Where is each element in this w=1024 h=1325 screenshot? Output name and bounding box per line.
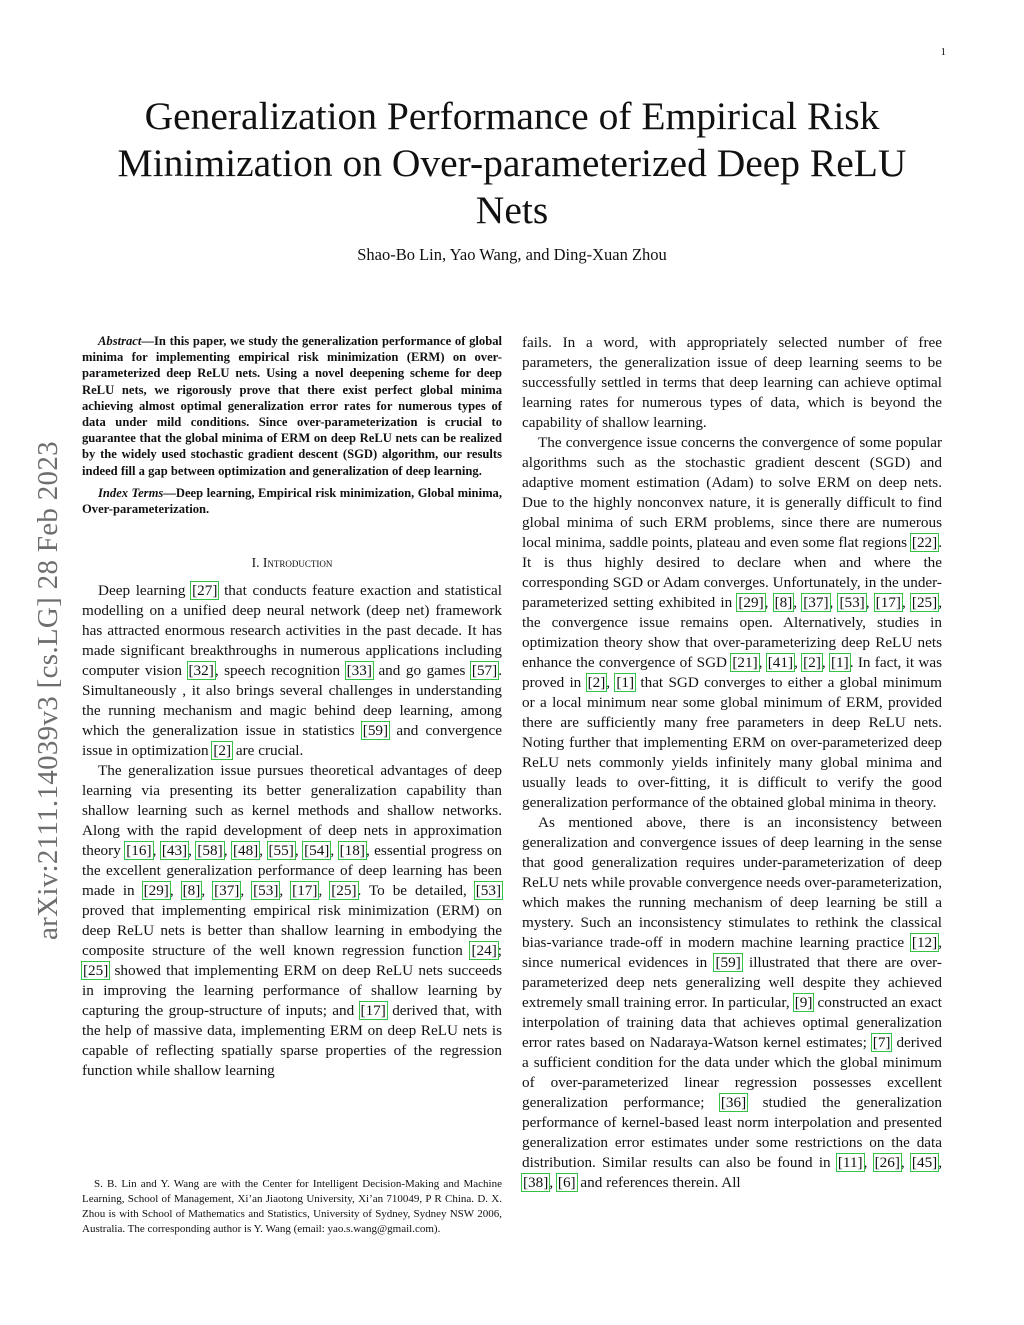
abstract-text: In this paper, we study the generalization performance of global minima for implementing empirical risk minimization (ERM) on over-parameterized deep ReLU nets. Using a novel deepening scheme for deep ReLU nets, we rigorously prove that there exist perfect global minima achieving almost optimal generalization error rates for numerous types of data under mild conditions. Since over-parameterization is crucial to guarantee that the global minima of ERM on deep ReLU nets can be realized by the widely used stochastic gradient descent (SGD) algorithm, our results indeed fill a gap between optimization and generalization of deep learning. [82,334,502,478]
right-body-text [522,333,942,1193]
citation-link[interactable]: [25] [911,594,938,611]
text-run: studied the generalization performance of kernel-based least norm interpolation and presented generalization error estimates under some restrictions on the data distribution. Similar results can also be found in [522,1094,942,1171]
text-run: , [764,594,774,611]
text-run: . It is thus highly desired to declare when and where the corresponding SGD or Adam converges. Unfortunately, in the under-parameterized setting exhibited in [522,534,942,611]
citation-link[interactable]: [55] [268,842,294,860]
citation-link[interactable]: [37] [803,594,829,611]
text-run: are crucial. [232,742,304,760]
text-run: derived that, with the help of massive data, implementing ERM on deep ReLU nets is capable of reflecting spatially sparse properties of the regression function while shallow learning [82,1002,502,1080]
section-heading [82,553,502,573]
paragraph [522,813,942,1193]
abstract: Abstract—In this paper, we study the generalization performance of global minima for implementing empirical risk minimization (ERM) on over-parameterized deep ReLU nets. Using a novel deepening scheme for deep ReLU nets, we rigorously prove that there exist perfect global minima achieving almost optimal generalization error rates for numerous types of data under mild conditions. Since over-parameterization is crucial to guarantee that the global minima of ERM on deep ReLU nets can be realized by the widely used stochastic gradient descent (SGD) algorithm, our results indeed fill a gap between optimization and generalization of deep learning. [82,334,502,478]
text-run: As mentioned above, there is an inconsistency between generalization and convergence issues of deep learning in the sense that good generalization requires under-parameterization of deep ReLU nets while provable convergence needs over-parameterization, which makes the running mechanism of deep learning be still a mystery. Such an inconsistency stimulates to rethink the classical bias-variance trade-off in modern machine learning practice [522,814,942,951]
text-run: , the convergence issue remains open. Alternatively, studies in optimization theory show that over-parameterizing deep ReLU nets enhance the convergence of SGD [522,594,943,671]
citation-link[interactable]: [53] [253,882,279,900]
citation-link[interactable]: [41] [767,654,794,671]
citation-link[interactable]: [32] [188,662,214,680]
citation-link[interactable]: [58] [197,842,223,860]
index-terms: Index Terms—Deep learning, Empirical risk minimization, Global minima, Over-parameterization. [82,485,502,517]
text-run: derived a sufficient condition for the data under which the global minimum of over-parameterized linear regression possesses excellent generalization performance; [522,1034,942,1111]
citation-link[interactable]: [53] [839,594,865,611]
text-run: , [259,842,268,860]
text-run: Deep learning [98,582,192,600]
text-run: , [901,594,911,611]
right-column [522,333,942,1193]
citation-link[interactable]: [22] [911,534,938,551]
text-run: , [294,842,304,860]
citation-link[interactable]: [57] [471,662,498,680]
text-run: . Simultaneously , it also brings several challenges in understanding the running mechanism and magic behind deep learning, among which the generalization issue in statistics [82,662,502,740]
text-run: fails. In a word, with appropriately selected number of free parameters, the generalization issue of deep learning seems to be successfully settled in terms that deep learning can achieve optimal learning rates for numerous types of data, which is beyond the capability of shallow learning. [522,334,942,431]
citation-link[interactable]: [24] [471,942,497,960]
paragraph [82,761,502,1081]
citation-link[interactable]: [21] [732,654,758,671]
text-run: , speech recognition [214,662,346,680]
text-run: , [606,674,616,691]
text-run: , [829,594,839,611]
abstract-label: Abstract [98,334,142,348]
text-run: , essential progress on the excellent generalization performance of deep learning has been made in [82,842,503,900]
citation-link[interactable]: [48] [232,842,259,860]
citation-link[interactable]: [29] [738,594,764,611]
citation-link[interactable]: [59] [362,722,389,740]
text-run: , [900,1154,911,1171]
text-run: , [938,1154,943,1171]
text-run: illustrated that there are over-parameterized deep nets generalizing well despite they achieved extremely small training error. In particular, [522,954,942,1011]
paper-title: Generalization Performance of Empirical Risk Minimization on Over-parameterized Deep ReLU Nets [117,94,907,232]
citation-link[interactable]: [27] [192,582,218,600]
citation-link[interactable]: [6] [557,1174,576,1191]
citation-link[interactable]: [9] [794,994,813,1011]
section-number: I. [251,555,260,571]
citation-link[interactable]: [37] [214,882,240,900]
text-run: , [821,654,830,671]
text-run: . To be detailed, [357,882,475,900]
citation-link[interactable]: [12] [911,934,938,951]
citation-link[interactable]: [53] [475,882,502,900]
text-run: , [279,882,292,900]
text-run: , [330,842,339,860]
paragraph [522,433,942,813]
citation-link[interactable]: [1] [831,654,849,671]
text-run: that SGD converges to either a global minimum or a local minimum near some global minimum of ERM, provided there are sufficiently many free parameters in deep ReLU nets. Noting further that implementing ERM on over-parameterized deep ReLU nets commonly yields infinitely many global minima and usually leads to over-fitting, it is difficult to verify the good generalization performance of the obtained global minima in theory. [522,674,942,811]
citation-link[interactable]: [54] [304,842,330,860]
left-body-text [82,581,502,1081]
citation-link[interactable]: [29] [143,882,169,900]
paper-authors: Shao-Bo Lin, Yao Wang, and Ding-Xuan Zhou [357,245,667,264]
paragraph [522,333,942,433]
index-terms-label: Index Terms [98,485,164,500]
citation-link[interactable]: [59] [715,954,741,971]
text-run: , [223,842,232,860]
left-column [82,333,502,1081]
citation-link[interactable]: [17] [292,882,318,900]
text-run: that conducts feature exaction and statistical modelling on a unified deep neural network (deep net) framework has attracted enormous research activities in the past decade. It has made significant breakthroughs in numerous applications including computer vision [82,582,502,680]
text-run: , [549,1174,557,1191]
citation-link[interactable]: [25] [331,882,357,900]
text-run: , [758,654,767,671]
text-run: constructed an exact interpolation of training data that achieves optimal generalization error rates based on Nadaraya-Watson kernel estimates; [522,994,942,1051]
text-run: , [794,654,803,671]
text-run: , since numerical evidences in [522,934,942,971]
citation-link[interactable]: [26] [874,1154,900,1171]
text-run: , [793,594,803,611]
citation-link[interactable]: [45] [911,1154,938,1171]
citation-link[interactable]: [8] [182,882,201,900]
index-terms-text: Deep learning, Empirical risk minimization, Global minima, Over-parameterization. [82,485,502,517]
text-run: , [152,842,161,860]
text-run: , [865,594,875,611]
citation-link[interactable]: [25] [83,962,109,980]
section-title: Introduction [262,555,333,571]
citation-link[interactable]: [43] [161,842,188,860]
citation-link[interactable]: [7] [872,1034,891,1051]
paragraph [82,581,502,761]
citation-link[interactable]: [36] [720,1094,747,1111]
text-run: and references therein. All [576,1174,741,1191]
text-run: , [318,882,331,900]
citation-link[interactable]: [2] [213,742,232,760]
page-number: 1 [940,46,946,58]
citation-link[interactable]: [11] [837,1154,863,1171]
text-run: , [188,842,197,860]
text-run: , [169,882,182,900]
text-run: proved that implementing empirical risk minimization (ERM) on deep ReLU nets is better than shallow learning in embodying the composite structure of the well known regression function [82,902,502,960]
citation-link[interactable]: [16] [126,842,152,860]
citation-link[interactable]: [17] [360,1002,386,1020]
citation-link[interactable]: [38] [523,1174,549,1191]
citation-link[interactable]: [18] [339,842,365,860]
text-run: The convergence issue concerns the convergence of some popular algorithms such as the stochastic gradient descent (SGD) and adaptive moment estimation (Adam) to solve ERM on deep nets. Due to the highly nonconvex nature, it is generally difficult to find global minima of such ERM problems, since there are numerous local minima, saddle points, plateau and even some flat regions [522,434,942,551]
text-run: , [201,882,214,900]
citation-link[interactable]: [1] [616,674,635,691]
citation-link[interactable]: [33] [346,662,372,680]
text-run: ; [497,942,502,960]
arxiv-identifier: arXiv:2111.14039v3 [cs.LG] 28 Feb 2023 [32,441,64,940]
author-footnote: S. B. Lin and Y. Wang are with the Center for Intelligent Decision-Making and Machine Learning, School of Management, Xi’an Jiaotong University, Xi’an 710049, P R China. D. X. Zhou is with School of Mathematics and Statistics, University of Sydney, Sydney NSW 2006, Australia. The corresponding author is Y. Wang (email: yao.s.wang@gmail.com). [82,1178,502,1235]
citation-link[interactable]: [2] [587,674,606,691]
citation-link[interactable]: [8] [774,594,793,611]
text-run: , [863,1154,874,1171]
text-run: and go games [372,662,471,680]
citation-link[interactable]: [2] [803,654,821,671]
text-run: showed that implementing ERM on deep ReLU nets succeeds in improving the learning performance of shallow learning by capturing the group-structure of inputs; and [82,962,502,1020]
citation-link[interactable]: [17] [875,594,901,611]
text-run: , [240,882,253,900]
text-run: The generalization issue pursues theoretical advantages of deep learning via presenting its better generalization capability than shallow learning such as kernel methods and shallow networks. Along with the rapid development of deep nets in approximation theory [82,762,502,860]
text-run: . In fact, it was proved in [522,654,943,691]
text-run: and convergence issue in optimization [82,722,503,760]
